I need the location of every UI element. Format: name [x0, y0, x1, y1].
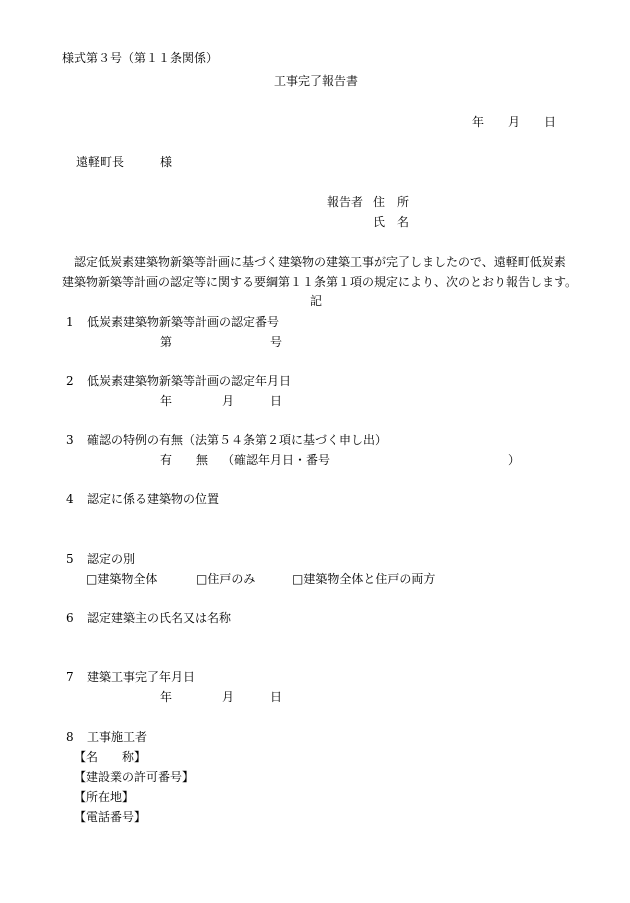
ki-heading: 記: [310, 294, 323, 308]
item-8-field-license: 【建設業の許可番号】: [74, 770, 195, 784]
item-3-no: 無: [196, 453, 209, 467]
reporter-name: 氏 名: [373, 215, 410, 229]
item-3-yes: 有: [160, 453, 173, 467]
date-day: 日: [544, 115, 557, 129]
item-2-label: 低炭素建築物新築等計画の認定年月日: [87, 374, 292, 388]
item-5-number: 5: [66, 552, 74, 566]
item-8-label: 工事施工者: [87, 730, 148, 744]
intro-line-2: 建築物新築等計画の認定等に関する要綱第１１条第１項の規定により、次のとおり報告します。: [62, 275, 578, 289]
item-7-number: 7: [66, 670, 74, 684]
item-7-label: 建築工事完了年月日: [87, 670, 196, 684]
item-5-label: 認定の別: [87, 552, 136, 566]
item-3-detail: （確認年月日・番号: [222, 453, 331, 467]
item-6-number: 6: [66, 611, 74, 625]
item-3-close: ）: [508, 453, 521, 467]
item-4-label: 認定に係る建築物の位置: [87, 492, 220, 506]
addressee-honorific: 様: [160, 155, 173, 169]
item-5-option-unit[interactable]: □住戸のみ: [196, 572, 256, 586]
intro-line-1: 認定低炭素建築物新築等計画に基づく建築物の建築工事が完了しましたので、遠軽町低炭素: [74, 255, 566, 269]
item-7-month: 月: [222, 690, 235, 704]
date-year: 年: [472, 115, 485, 129]
item-1-prefix: 第: [160, 335, 173, 349]
item-8-field-phone: 【電話番号】: [74, 810, 147, 824]
item-4-number: 4: [66, 492, 74, 506]
item-2-month: 月: [222, 394, 235, 408]
item-3-number: 3: [66, 433, 74, 447]
item-1-suffix: 号: [270, 335, 283, 349]
item-6-label: 認定建築主の氏名又は名称: [87, 611, 232, 625]
item-5-option-whole[interactable]: □建築物全体: [86, 572, 158, 586]
item-8-number: 8: [66, 730, 74, 744]
item-1-label: 低炭素建築物新築等計画の認定番号: [87, 315, 280, 329]
item-5-option-both[interactable]: □建築物全体と住戸の両方: [292, 572, 436, 586]
item-2-year: 年: [160, 394, 173, 408]
item-3-label: 確認の特例の有無（法第５４条第２項に基づく申し出）: [87, 433, 388, 447]
item-8-field-address: 【所在地】: [74, 790, 135, 804]
addressee-name: 遠軽町長: [76, 155, 125, 169]
form-number: 様式第３号（第１１条関係）: [62, 51, 219, 65]
document-title: 工事完了報告書: [274, 74, 359, 88]
item-8-field-name: 【名 称】: [74, 750, 147, 764]
reporter-address: 住 所: [373, 195, 410, 209]
item-1-number: 1: [66, 315, 74, 329]
date-month: 月: [508, 115, 521, 129]
item-7-year: 年: [160, 690, 173, 704]
item-7-day: 日: [270, 690, 283, 704]
item-2-day: 日: [270, 394, 283, 408]
reporter-label: 報告者: [327, 195, 364, 209]
item-2-number: 2: [66, 374, 74, 388]
